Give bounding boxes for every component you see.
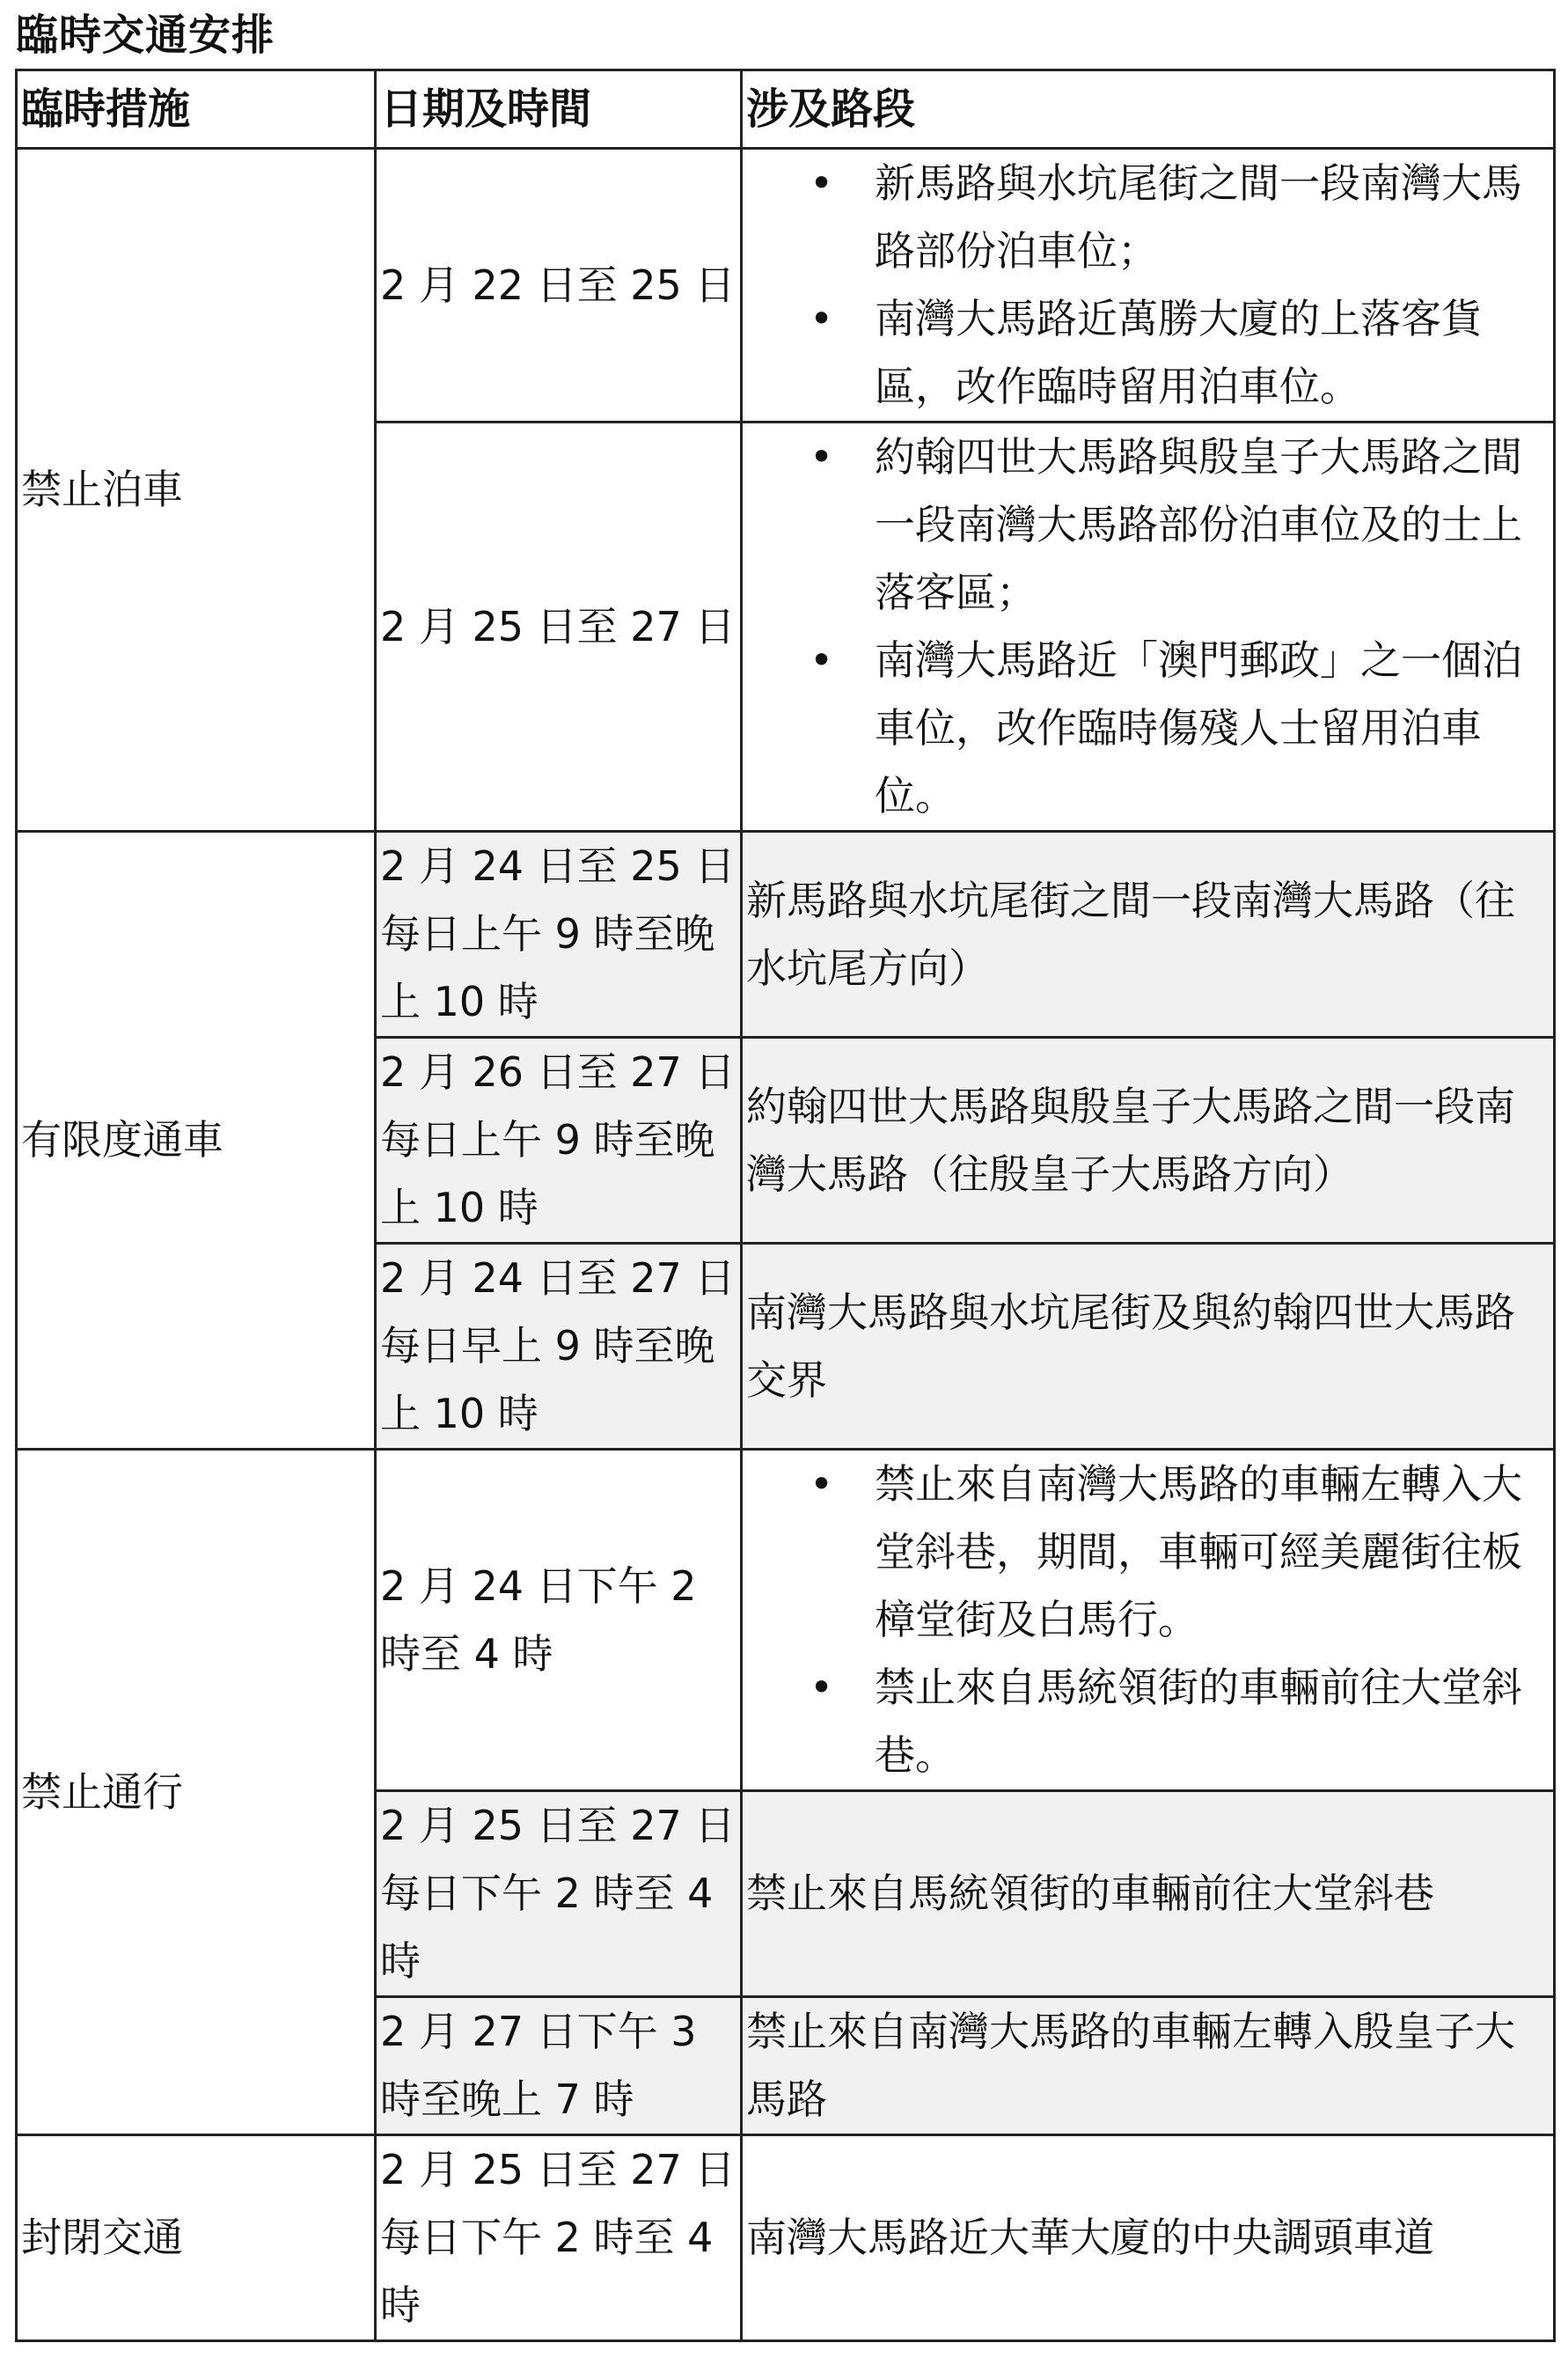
measure-cell: 封閉交通: [17, 2135, 376, 2341]
page-title: 臨時交通安排: [16, 11, 275, 60]
table-row: [17, 2135, 1555, 2341]
header-area: 涉及路段: [742, 70, 1555, 149]
area-cell: 南灣大馬路與水坑尾街及與約翰四世大馬路交界: [742, 1244, 1555, 1450]
bullet-list: [746, 1451, 1550, 1789]
area-cell: 南灣大馬路近大華大廈的中央調頭車道: [742, 2135, 1555, 2341]
date-cell: 2 月 24 日至 27 日每日早上 9 時至晚上 10 時: [376, 1244, 742, 1450]
list-item: • 新馬路與水坑尾街之間一段南灣大馬路部份泊車位；: [746, 150, 1550, 285]
list-item: • 南灣大馬路近萬勝大廈的上落客貨區，改作臨時留用泊車位。: [746, 285, 1550, 421]
date-cell: 2 月 27 日下午 3 時至晚上 7 時: [376, 1997, 742, 2135]
date-cell: 2 月 25 日至 27 日每日下午 2 時至 4 時: [376, 2135, 742, 2341]
measure-cell: 有限度通車: [17, 832, 376, 1450]
measure-cell: 禁止通行: [17, 1450, 376, 2135]
date-cell: 2 月 22 日至 25 日: [376, 149, 742, 422]
date-cell: 2 月 25 日至 27 日每日下午 2 時至 4 時: [376, 1791, 742, 1997]
list-item: • 約翰四世大馬路與殷皇子大馬路之間一段南灣大馬路部份泊車位及的士上落客區；: [746, 423, 1550, 627]
area-cell: 禁止來自南灣大馬路的車輛左轉入殷皇子大馬路: [742, 1997, 1555, 2135]
table-row: [17, 832, 1555, 1038]
area-cell: [742, 149, 1555, 422]
header-row: [17, 70, 1555, 149]
date-cell: 2 月 24 日下午 2 時至 4 時: [376, 1450, 742, 1791]
table-row: [17, 149, 1555, 422]
list-item: • 禁止來自南灣大馬路的車輛左轉入大堂斜巷，期間，車輛可經美麗街往板樟堂街及白馬行。: [746, 1451, 1550, 1654]
bullet-list: [746, 150, 1550, 421]
date-cell: 2 月 24 日至 25 日每日上午 9 時至晚上 10 時: [376, 832, 742, 1038]
header-date: 日期及時間: [376, 70, 742, 149]
header-measure: 臨時措施: [17, 70, 376, 149]
table-row: [17, 1450, 1555, 1791]
traffic-arrangement-table: [15, 69, 1556, 2342]
list-item: • 南灣大馬路近「澳門郵政」之一個泊車位，改作臨時傷殘人士留用泊車位。: [746, 627, 1550, 830]
date-cell: 2 月 26 日至 27 日每日上午 9 時至晚上 10 時: [376, 1038, 742, 1244]
list-item: • 禁止來自馬統領街的車輛前往大堂斜巷。: [746, 1654, 1550, 1789]
bullet-list: [746, 423, 1550, 830]
area-cell: [742, 1450, 1555, 1791]
area-cell: 新馬路與水坑尾街之間一段南灣大馬路（往水坑尾方向）: [742, 832, 1555, 1038]
area-cell: [742, 422, 1555, 832]
area-cell: 約翰四世大馬路與殷皇子大馬路之間一段南灣大馬路（往殷皇子大馬路方向）: [742, 1038, 1555, 1244]
area-cell: 禁止來自馬統領街的車輛前往大堂斜巷: [742, 1791, 1555, 1997]
measure-cell: 禁止泊車: [17, 149, 376, 832]
date-cell: 2 月 25 日至 27 日: [376, 422, 742, 832]
